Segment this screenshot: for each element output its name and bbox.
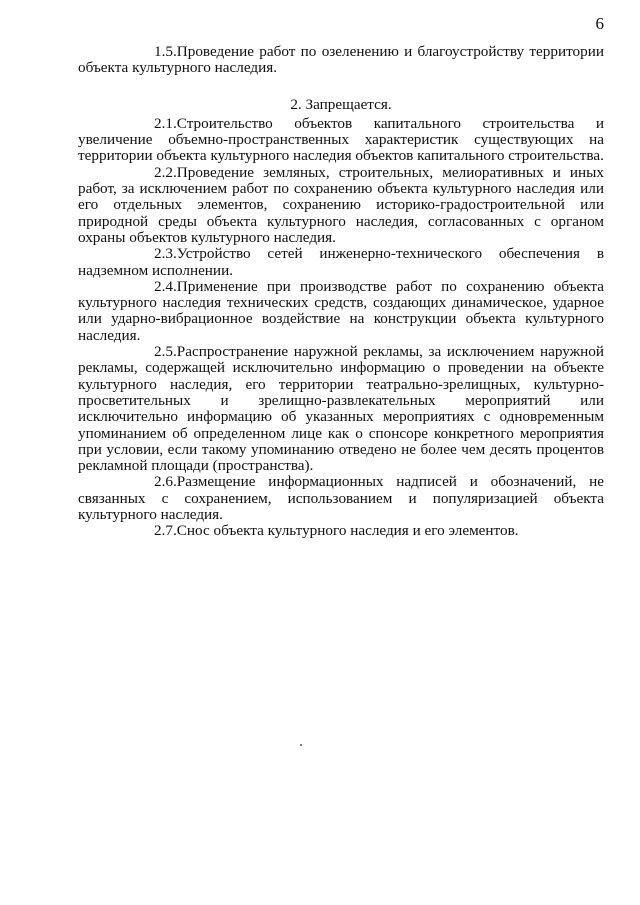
clause-number: 2.1. xyxy=(154,114,177,132)
clause-number: 2.5. xyxy=(154,343,177,361)
clause-number: 2.2. xyxy=(154,163,177,181)
clause-number: 2.7. xyxy=(154,522,177,540)
clause-2-5 xyxy=(78,344,604,474)
clause-1-5 xyxy=(78,44,604,77)
clause-2-7 xyxy=(78,523,604,539)
clause-2-3 xyxy=(78,246,604,279)
section-heading: 2. Запрещается. xyxy=(290,95,392,113)
document-body xyxy=(78,44,604,540)
clause-text: Применение при производстве работ по сохранению объекта культурного наследия технических средств, создающих динамическое, ударное или ударно-вибрационное воздействие на конструкции объекта культурного наследия. xyxy=(78,277,604,344)
clause-number: 2.4. xyxy=(154,277,177,295)
clause-2-4 xyxy=(78,279,604,344)
clause-2-1 xyxy=(78,116,604,165)
clause-number: 2.6. xyxy=(154,473,177,491)
page-number: 6 xyxy=(595,14,604,33)
clause-text: Снос объекта культурного наследия и его элементов. xyxy=(176,522,519,540)
clause-text: Проведение земляных, строительных, мелиоративных и иных работ, за исключением работ по сохранению объекта культурного наследия или его отдельных элементов, сохранению историко-градостроительной или природной среды объекта культурного наследия, согласованных с органом охраны объектов культурного наследия. xyxy=(78,163,604,246)
clause-text: Размещение информационных надписей и обозначений, не связанных с сохранением, использованием и популяризацией объекта культурного наследия. xyxy=(78,473,604,524)
clause-2-6 xyxy=(78,474,604,523)
scan-speck xyxy=(300,744,302,746)
clause-2-2 xyxy=(78,165,604,246)
clause-text: Проведение работ по озеленению и благоустройству территории объекта культурного наследия. xyxy=(78,43,604,77)
clause-text: Распространение наружной рекламы, за исключением наружной рекламы, содержащей исключительно информацию о проведении на объекте культурного наследия, его территории театрально-зрелищных, культурно-просветительных и зрелищно-развлекательных мероприятий или исключительно информацию об указанных мероприятиях с одновременным упоминанием об определенном лице как о спонсоре конкретного мероприятия при условии, если такому упоминанию отведено не более чем десять процентов рекламной площади (пространства). xyxy=(78,343,604,475)
clause-text: Устройство сетей инженерно-технического обеспечения в надземном исполнении. xyxy=(78,245,604,279)
clause-text: Строительство объектов капитального строительства и увеличение объемно-пространственных характеристик существующих на территории объекта культурного наследия объектов капитального строительства. xyxy=(78,114,604,165)
clause-number: 2.3. xyxy=(154,245,177,263)
clause-number: 1.5. xyxy=(154,43,177,60)
